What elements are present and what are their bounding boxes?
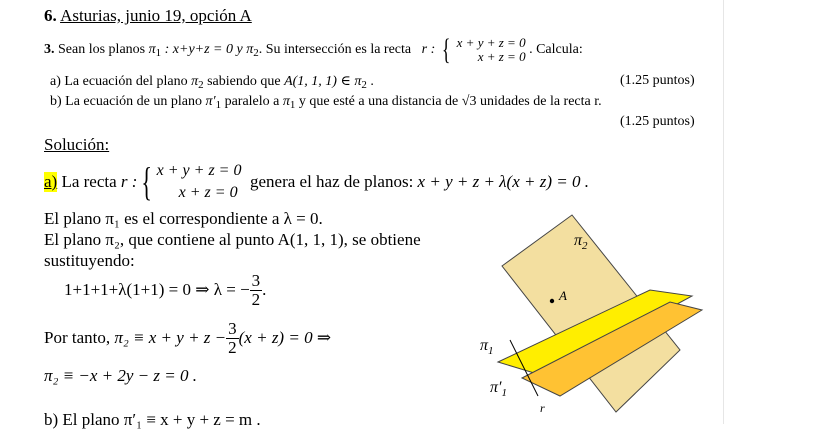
problem-mid: . Su intersección es la recta [258,42,412,58]
eq2-numerator: 3 [228,318,237,338]
solution-beam-text: genera el haz de planos: [249,172,414,191]
problem-statement: 3. Sean los planos $\pi_1$ : x+y+z = 0 y $\pi_2$. Su intersección es la recta r : { x + y + z = 0 x + z = 0 . Calcula: [44,33,583,66]
solution-heading: Solución: [44,135,110,154]
eq1-end: . [262,280,267,299]
part-a-points: (1.25 puntos) [620,73,695,88]
part-b-mid: paralelo a [224,94,280,109]
section-number: 6. [44,6,57,25]
part-b-points: (1.25 puntos) [620,114,695,129]
eq2-denominator: 2 [228,337,237,357]
page-margin-left [0,0,30,424]
part-a-statement: a) La ecuación del plano $\pi_2$ sabiendo que A(1, 1, 1) ∈ $\pi_2$ . [50,74,374,91]
solution-system [157,160,242,204]
eq1-numerator: 3 [251,270,261,290]
solution-equation-2 [44,318,331,358]
solution-line-3: sustituyendo: [44,251,135,270]
pi1-symbol: π [148,42,156,58]
part-b-statement: b) La ecuación de un plano $\pi'_1$ paralelo a $\pi_1$ y que esté a una distancia de √3 unidades de la recta r. [50,94,602,111]
system-line-1: x + y + z = 0 [456,35,526,50]
solution-line-1: El plano π₁ es el correspondiente a λ = 0. [44,209,323,228]
label-pi2: $\pi_2$ [574,232,588,252]
part-b-tail: y que esté a una distancia de [298,94,459,109]
solution-r-label: r : [120,172,138,191]
eq2-right: (x + z) = 0 ⇒ [238,328,332,347]
part-b-text: b) La ecuación de un plano [50,94,202,109]
solution-b-start: b) El plano π′₁ ≡ x + y + z = m . [44,410,261,429]
pi1-equation: : x+y+z = 0 y [164,42,243,58]
system-line-2: x + z = 0 [477,49,526,64]
point-A [550,299,554,303]
label-A: A [559,288,567,303]
part-a-text: a) La ecuación del plano [50,74,188,89]
eq2-left: π₂ ≡ x + y + z − [114,328,227,347]
eq1-left: 1+1+1+λ(1+1) = 0 ⇒ λ = − [64,280,250,299]
solution-a-label: a) [44,172,58,191]
label-pi1: $\pi_1$ [480,337,494,357]
r-label: r : [421,42,436,58]
label-r: r [540,401,545,415]
problem-intro: Sean los planos [58,42,146,58]
problem-system [457,36,526,64]
solution-a-text: La recta [61,172,117,191]
part-a-point: A(1, 1, 1) ∈ π [284,74,362,89]
eq1-denominator: 2 [251,289,261,309]
part-a-point-sub: 2 [361,79,367,91]
solution-system-line-1: x + y + z = 0 [156,162,242,179]
pi1-sub: 1 [155,47,162,60]
eq1-fraction [250,272,263,309]
part-b-sqrt: √3 [461,94,477,109]
page-margin-right [723,0,824,424]
eq2-prefix: Por tanto, [44,328,111,347]
problem-number: 3. [44,42,55,58]
section-title [44,6,252,26]
pi2-symbol: π [246,42,254,58]
part-b-end: unidades de la recta r. [479,94,602,109]
section-heading: Asturias, junio 19, opción A [60,6,252,25]
pi2-sub: 2 [253,47,259,60]
solution-a-line: a) La recta r : { x + y + z = 0 x + z = 0 genera el haz de planos: x + y + z + λ(x + z) = 0 . [44,159,589,204]
solution-line-2: El plano π₂, que contiene al punto A(1, 1, 1), se obtiene [44,230,421,249]
eq2-fraction [226,320,239,357]
solution-system-line-2: x + z = 0 [178,184,238,201]
part-a-tail: sabiendo que [207,74,281,89]
solution-equation-1 [64,270,266,310]
planes-figure [440,200,730,424]
solution-equation-3: π₂ ≡ −x + 2y − z = 0 . [44,366,197,385]
problem-end: . Calcula: [529,42,583,58]
solution-beam-equation: x + y + z + λ(x + z) = 0 . [417,172,589,191]
label-pi1-prime: $\pi'_1$ [490,379,508,399]
